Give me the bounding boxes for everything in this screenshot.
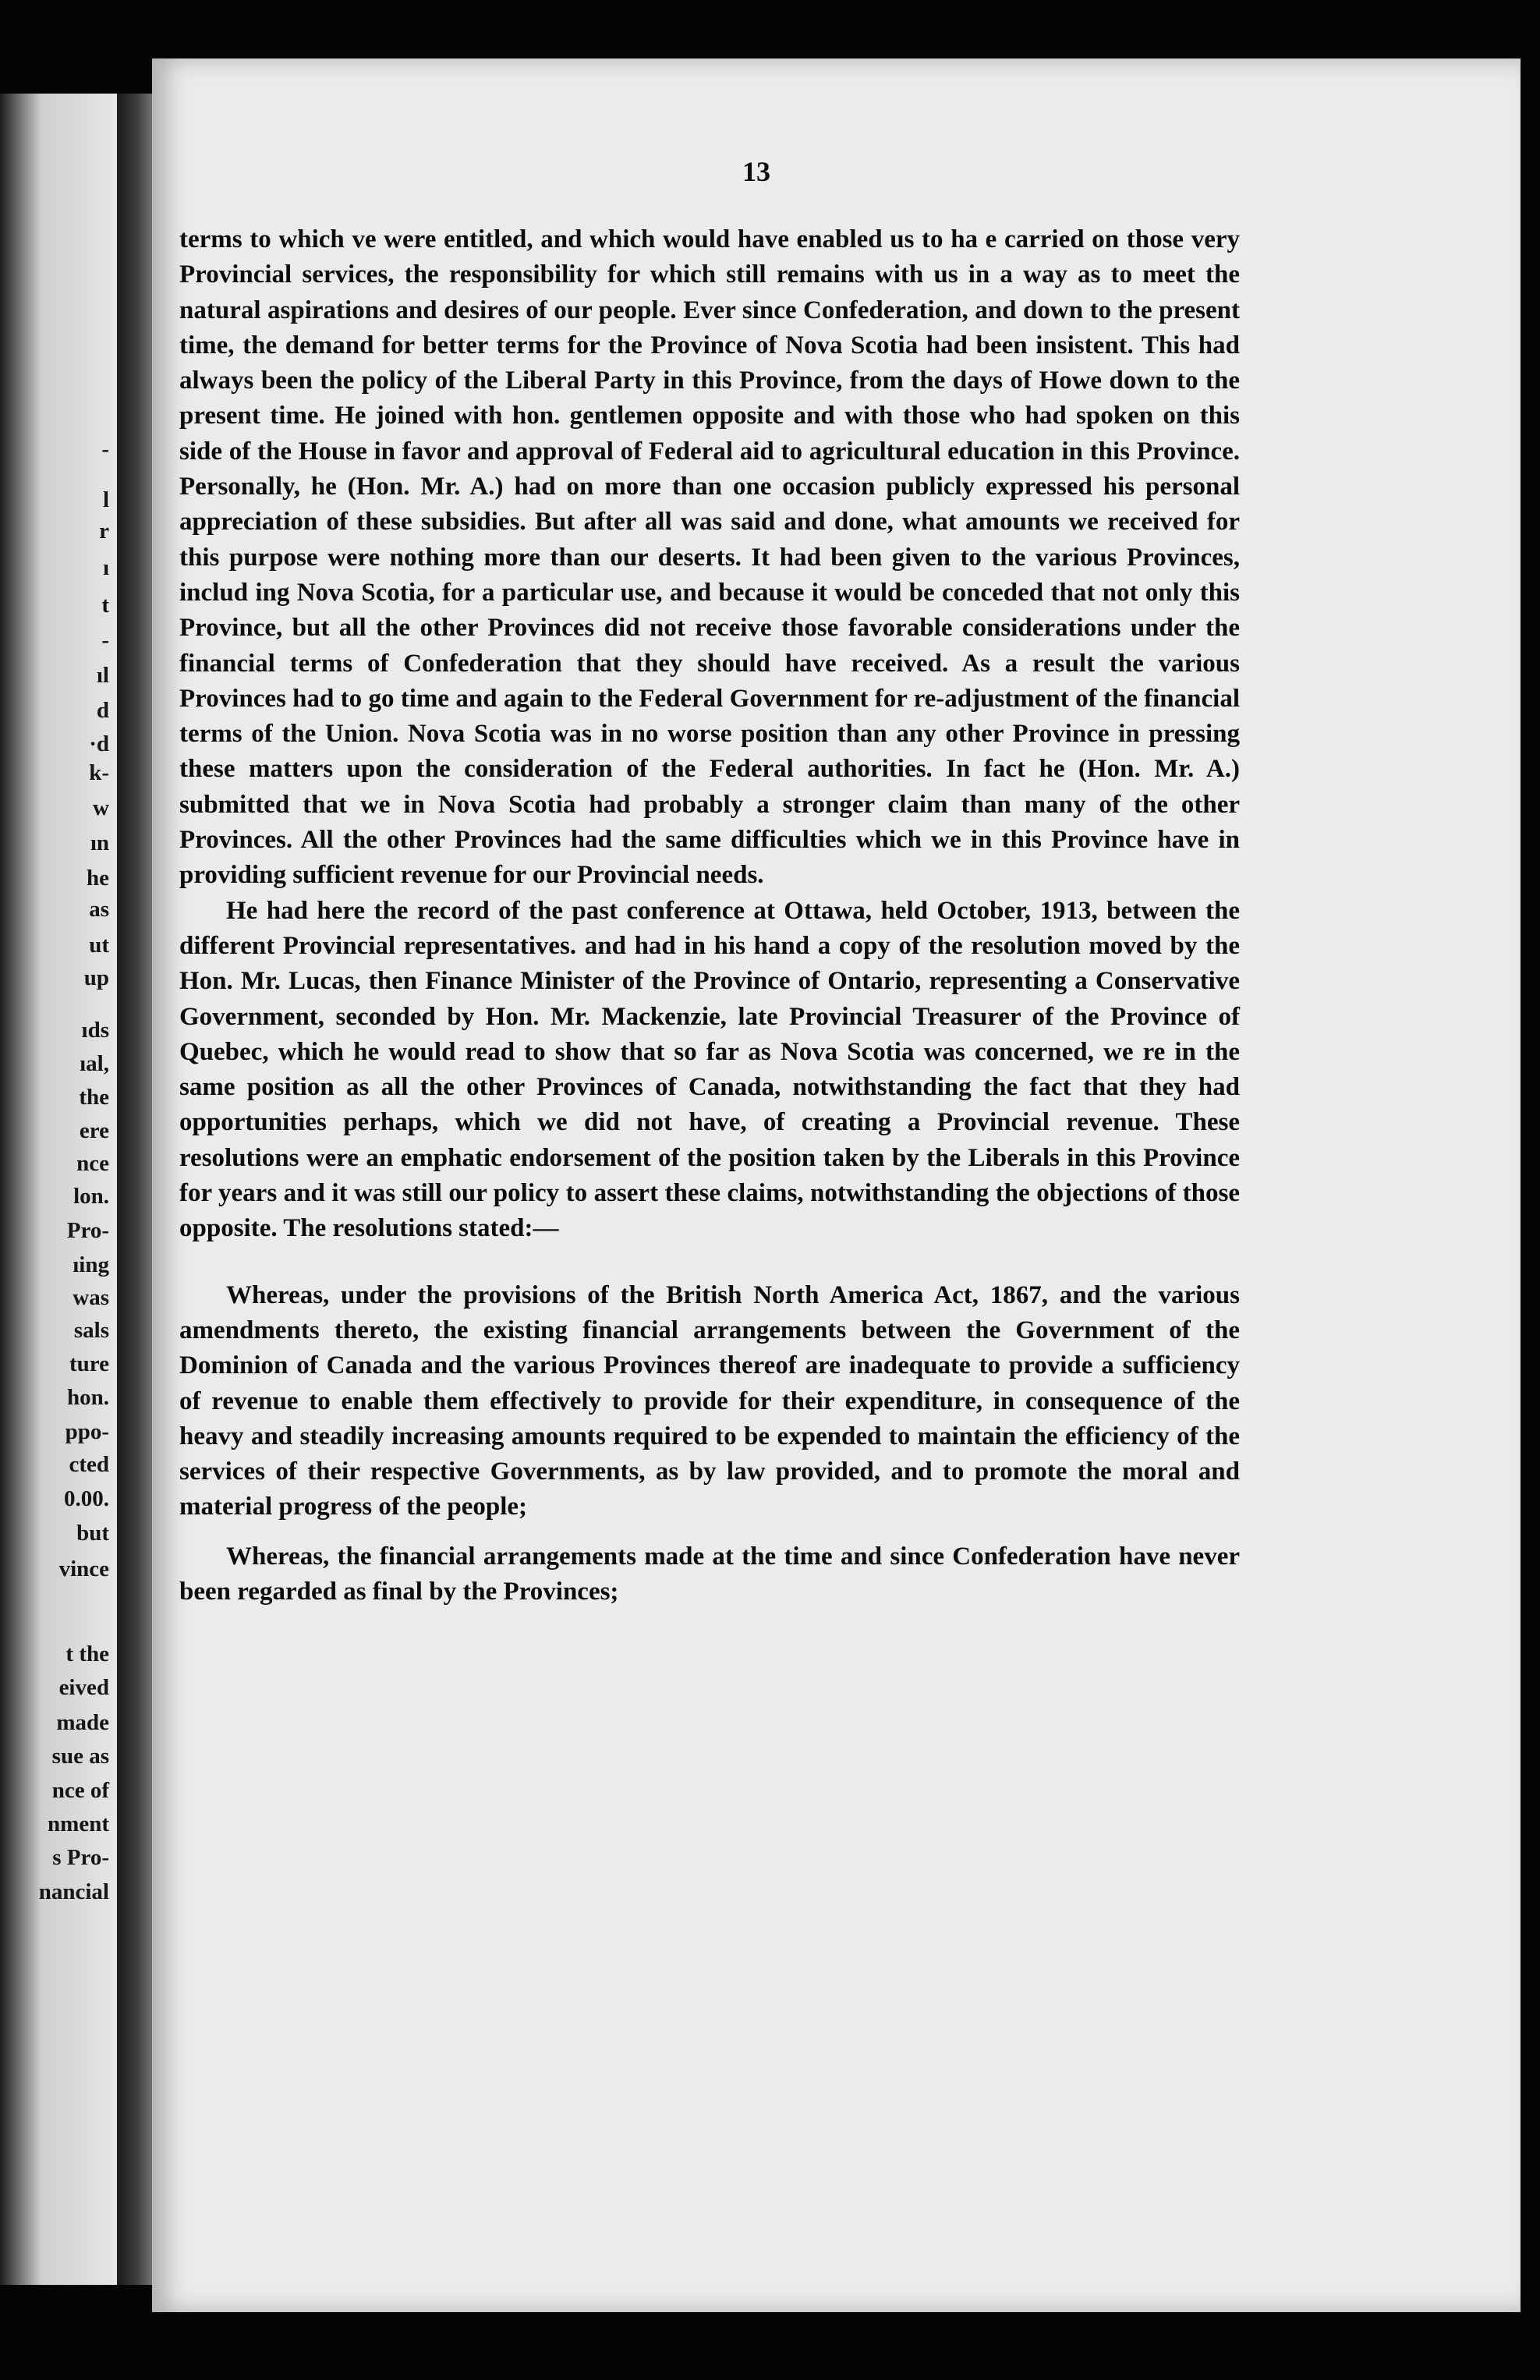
adjacent-page-fragment: d: [96, 698, 109, 723]
adjacent-page-fragment: sue as: [51, 1744, 109, 1769]
adjacent-page-fragment: as: [89, 897, 109, 922]
adjacent-page-fragment: was: [73, 1285, 109, 1310]
adjacent-page-fragment: nancial: [38, 1879, 109, 1904]
page-number: 13: [742, 156, 770, 187]
adjacent-page-fragment: ıing: [73, 1252, 109, 1277]
adjacent-page-fragment: ı: [102, 555, 109, 580]
adjacent-page-fragment: w: [93, 795, 109, 820]
adjacent-page-fragment: ut: [89, 933, 109, 958]
adjacent-page-fragment: k-: [89, 760, 109, 785]
adjacent-page-fragment: ere: [79, 1118, 109, 1143]
adjacent-page-fragment: nment: [48, 1812, 109, 1836]
adjacent-page-fragment: t: [101, 593, 109, 618]
adjacent-page-fragment: nce of: [51, 1778, 109, 1803]
adjacent-page-fragment: r: [99, 519, 109, 544]
adjacent-page-fragment: ıl: [96, 663, 109, 688]
adjacent-page-fragment: sals: [73, 1318, 109, 1343]
adjacent-page-fragment: vince: [58, 1557, 109, 1581]
adjacent-page-fragment: nce: [76, 1151, 109, 1176]
adjacent-page-fragment: ppo-: [65, 1419, 109, 1444]
adjacent-page-fragment: s Pro-: [52, 1845, 109, 1870]
adjacent-page-fragment: ın: [90, 831, 109, 855]
adjacent-page-fragment: lon.: [73, 1184, 109, 1209]
adjacent-page-fragment: the: [79, 1085, 109, 1110]
adjacent-page-fragment: t the: [65, 1642, 109, 1666]
adjacent-page-fragment: l: [102, 487, 109, 512]
adjacent-page-fragment: ·d: [89, 731, 109, 756]
adjacent-page-fragment: ture: [69, 1351, 109, 1376]
adjacent-page-fragment: eived: [58, 1675, 109, 1700]
adjacent-page-text-fragments: [0, 94, 117, 2285]
adjacent-page-fragment: made: [56, 1710, 109, 1735]
adjacent-page-fragment: cted: [69, 1452, 109, 1477]
paragraph-2: He had here the record of the past conference at Ottawa, held October, 1913, between the different Provincial representatives. and had in his hand a copy of the resolution moved by the Hon. Mr. Lucas, then Finance Minister of the Province of Ontario, representing a Conservative Government, seconded by Hon. Mr. Mackenzie, late Provincial Treasurer of the Province of Quebec, which he would read to show that so far as Nova Scotia was concerned, we re in the same position as all the other Provinces of Canada, notwithstanding the fact that they had opportunities perhaps, which we did not have, of creating a Provincial revenue. These resolutions were an emphatic endorsement of the position taken by the Liberals in this Province for years and it was still our policy to assert these claims, notwithstanding the objections of those opposite. The resolutions stated:—: [179, 896, 1240, 1243]
adjacent-page-fragment: -: [101, 628, 109, 653]
adjacent-page-fragment: hon.: [66, 1385, 109, 1410]
adjacent-page-fragment: ıal,: [80, 1051, 109, 1076]
adjacent-page: [0, 94, 117, 2285]
resolution-1: Whereas, under the provisions of the British North America Act, 1867, and the various amendments thereto, the existing financial arrangements between the Government of the Dominion of Canada and the various Provinces thereof are inadequate to provide a sufficiency of revenue to enable them effectively to provide for their expenditure, in consequence of the heavy and steadily increasing amounts required to be expended to maintain the efficiency of the services of their respective Governments, as by law provided, and to promote the moral and material progress of the people;: [179, 1280, 1240, 1521]
resolution-2: Whereas, the financial arrangements made at the time and since Confederation have never been regarded as final by the Provinces;: [179, 1542, 1240, 1606]
paragraph-1: terms to which ve were entitled, and which would have enabled us to ha e carried on those very Provincial services, the responsibility for which still remains with us in a way as to meet the natural aspirations and desires of our people. Ever since Confederation, and down to the present time, the demand for better terms for the Province of Nova Scotia had been insistent. This had always been the policy of the Liberal Party in this Province, from the days of Howe down to the present time. He joined with hon. gentlemen opposite and with those who had spoken on this side of the House in favor and approval of Federal aid to agricultural education in this Province. Personally, he (Hon. Mr. A.) had on more than one occasion publicly expressed his personal appreciation of these subsidies. But after all was said and done, what amounts we received for this purpose were nothing more than our deserts. It had been given to the various Provinces, includ ing Nova Scotia, for a particular use, and because it would be conceded that not only this Province, but all the other Provinces did not receive those favorable considerations under the financial terms of Confederation that they should have received. As a result the various Provinces had to go time and again to the Federal Government for re-adjustment of the financial terms of the Union. Nova Scotia was in no worse position than any other Province in pressing these matters upon the consideration of the Federal authorities. In fact he (Hon. Mr. A.) submitted that we in Nova Scotia had probably a stronger claim than many of the other Provinces. All the other Provinces had the same difficulties which we in this Province have in providing sufficient revenue for our Provincial needs.: [179, 225, 1240, 890]
page-text: [179, 156, 1240, 1610]
adjacent-page-fragment: 0.00.: [64, 1486, 109, 1511]
adjacent-page-fragment: -: [101, 437, 109, 462]
adjacent-page-fragment: up: [83, 965, 109, 990]
adjacent-page-fragment: but: [76, 1521, 109, 1546]
adjacent-page-fragment: ıds: [81, 1018, 109, 1043]
adjacent-page-fragment: he: [87, 866, 109, 891]
adjacent-page-fragment: Pro-: [66, 1218, 109, 1243]
